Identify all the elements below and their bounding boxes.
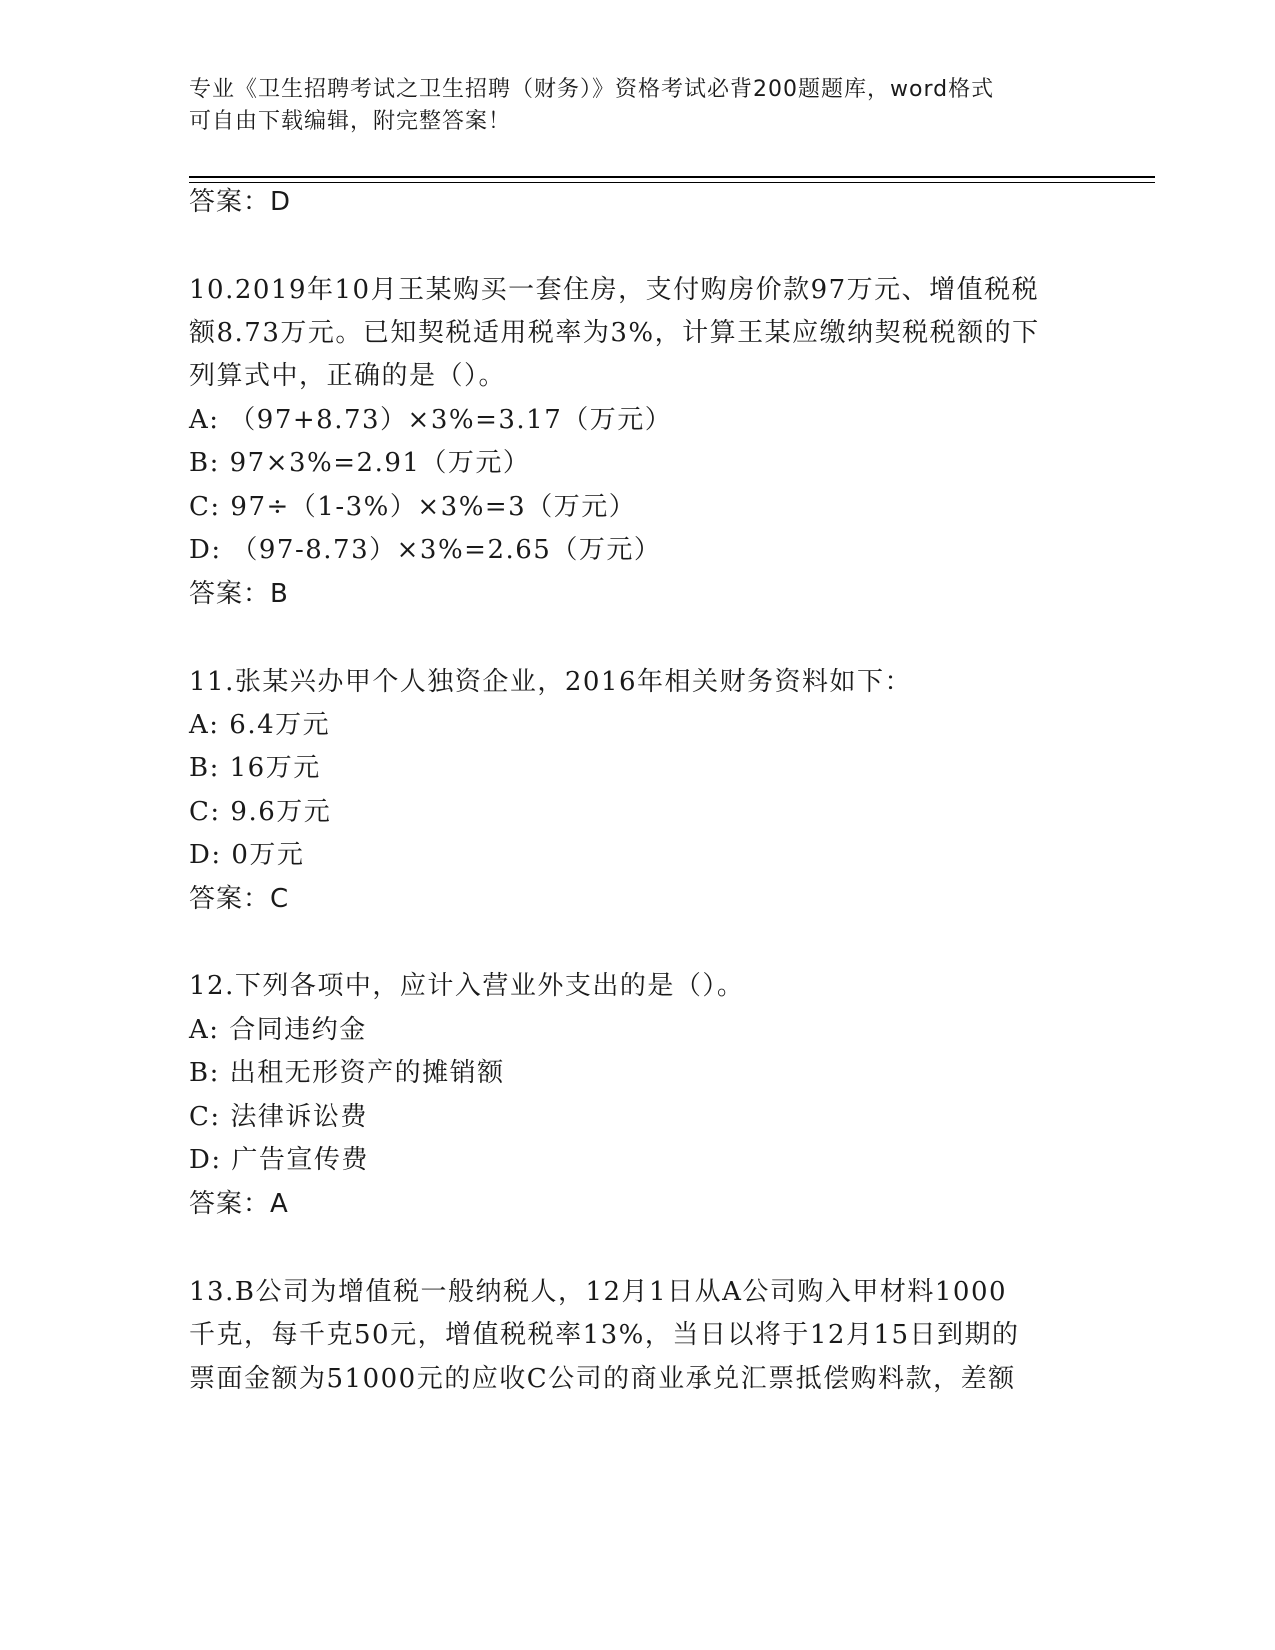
- q13-stem-line1: 13.B公司为增值税一般纳税人，12月1日从A公司购入甲材料1000: [189, 1277, 1008, 1307]
- q11-stem-line1: 11.张某兴办甲个人独资企业，2016年相关财务资料如下：: [189, 667, 913, 697]
- header-title-line1: 专业《卫生招聘考试之卫生招聘（财务）》资格考试必背200题题库，word格式: [189, 77, 995, 102]
- q11-option-d: D: 0万元: [189, 840, 305, 870]
- answer-q10: 答案：B: [189, 579, 289, 609]
- q12-option-c: C: 法律诉讼费: [189, 1102, 368, 1132]
- document-header: [189, 74, 1069, 138]
- header-title-line2: 可自由下载编辑，附完整答案！: [189, 109, 512, 134]
- q10-stem-line2: 额8.73万元。已知契税适用税率为3%，计算王某应缴纳契税税额的下: [189, 318, 1040, 348]
- q11-option-c: C: 9.6万元: [189, 797, 332, 827]
- q12-stem-line1: 12.下列各项中，应计入营业外支出的是（）。: [189, 971, 745, 1001]
- q12-option-b: B: 出租无形资产的摊销额: [189, 1058, 505, 1088]
- q10-option-c: C: 97÷（1-3%）×3%=3（万元）: [189, 492, 637, 522]
- header-divider-thick: [189, 176, 1155, 178]
- q12-option-a: A: 合同违约金: [189, 1015, 367, 1045]
- q10-stem-line1: 10.2019年10月王某购买一套住房，支付购房价款97万元、增值税税: [189, 275, 1040, 305]
- answer-q9: 答案：D: [189, 187, 292, 217]
- q13-stem-line3: 票面金额为51000元的应收C公司的商业承兑汇票抵偿购料款，差额: [189, 1364, 1016, 1394]
- q11-option-b: B: 16万元: [189, 753, 321, 783]
- answer-q12: 答案：A: [189, 1189, 289, 1219]
- q10-option-a: A: （97+8.73）×3%=3.17（万元）: [189, 405, 673, 435]
- q10-option-d: D: （97-8.73）×3%=2.65（万元）: [189, 535, 662, 565]
- q11-option-a: A: 6.4万元: [189, 710, 331, 740]
- answer-q11: 答案：C: [189, 884, 290, 914]
- header-divider-thin: [189, 182, 1155, 183]
- q10-option-b: B: 97×3%=2.91（万元）: [189, 448, 531, 478]
- q12-option-d: D: 广告宣传费: [189, 1145, 369, 1175]
- q10-stem-line3: 列算式中，正确的是（）。: [189, 361, 507, 391]
- q13-stem-line2: 千克，每千克50元，增值税税率13%，当日以将于12月15日到期的: [189, 1320, 1020, 1350]
